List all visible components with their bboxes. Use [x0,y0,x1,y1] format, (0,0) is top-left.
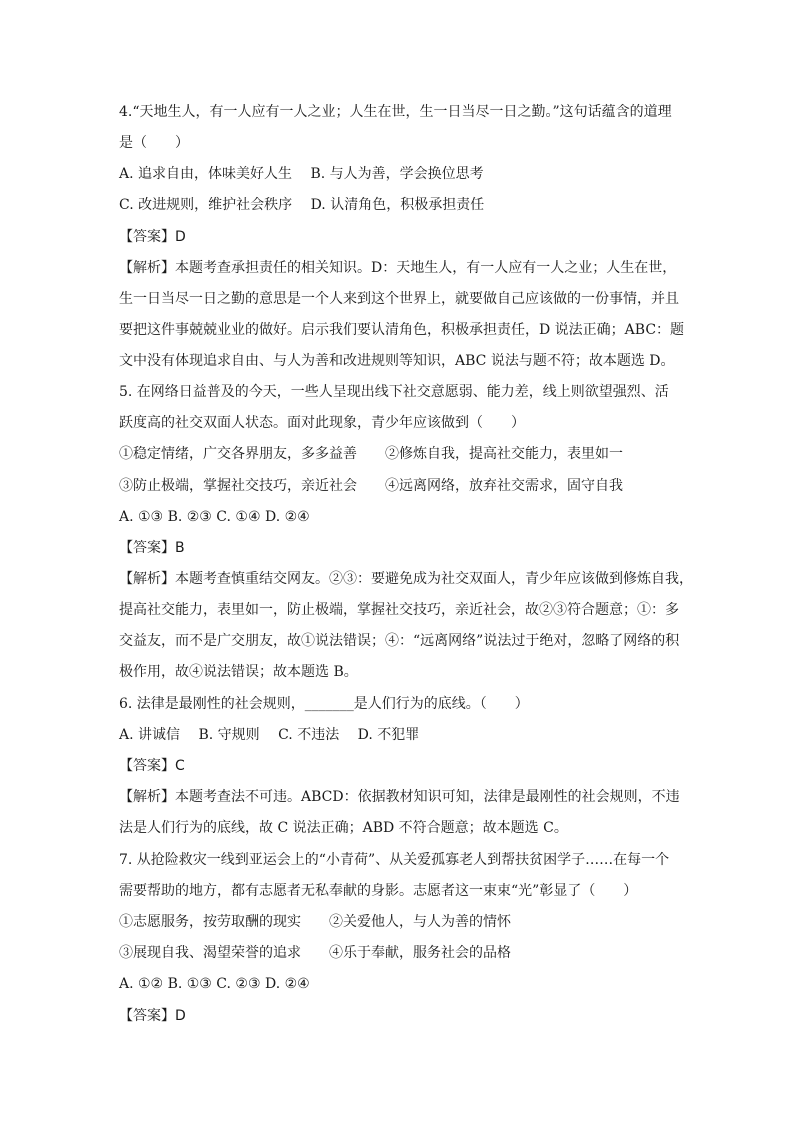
q7-stem-line-2: 需要帮助的地方，都有志愿者无私奉献的身影。志愿者这一束束“光”彰显了（ ） [119,883,638,899]
q5-answer: 【答案】B [119,540,185,556]
q4-options-line-2: C. 改进规则，维护社会秩序 D. 认清角色，积极承担责任 [119,197,485,213]
q7-answer: 【答案】D [119,1008,186,1024]
q5-item-line-1: ①稳定情绪，广交各界朋友，多多益善 ②修炼自我，提高社交能力，表里如一 [119,446,623,462]
q5-analysis-line-2: 提高社交能力，表里如一，防止极端，掌握社交技巧，亲近社会，故②③符合题意；①：多 [119,602,679,618]
q4-options-line-1: A. 追求自由，体味美好人生 B. 与人为善，学会换位思考 [119,166,484,182]
q5-analysis-line-4: 极作用，故④说法错误；故本题选 B。 [119,664,358,680]
q4-stem-line-2: 是（ ） [119,135,189,151]
q4-analysis-line-4: 文中没有体现追求自由、与人为善和改进规则等知识，ABC 说法与题不符；故本题选 D。 [119,353,675,369]
q5-stem-line-1: 5. 在网络日益普及的今天，一些人呈现出线下社交意愿弱、能力差，线上则欲望强烈、活 [119,384,669,400]
q5-item-line-2: ③防止极端，掌握社交技巧，亲近社会 ④远离网络，放弃社交需求，固守自我 [119,478,623,494]
q5-analysis-line-3: 交益友，而不是广交朋友，故①说法错误；④：“远离网络”说法过于绝对，忽略了网络的积 [119,633,680,649]
q4-analysis-line-1: 【解析】本题考查承担责任的相关知识。D：天地生人，有一人应有一人之业；人生在世， [119,260,677,276]
q5-analysis-line-1: 【解析】本题考查慎重结交网友。②③：要避免成为社交双面人，青少年应该做到修炼自我， [119,571,693,587]
q6-analysis-line-1: 【解析】本题考查法不可违。ABCD：依据教材知识可知，法律是最刚性的社会规则，不违 [119,789,680,805]
q7-item-line-1: ①志愿服务，按劳取酬的现实 ②关爱他人，与人为善的情怀 [119,914,511,930]
q4-stem-line-1: 4.“天地生人，有一人应有一人之业；人生在世，生一日当尽一日之勤。”这句话蕴含的道理 [119,104,672,120]
q7-options: A. ①② B. ①③ C. ②③ D. ②④ [119,976,310,992]
q6-answer: 【答案】C [119,758,185,774]
q6-stem: 6. 法律是最刚性的社会规则，_______是人们行为的底线。（ ） [119,696,529,712]
q6-options: A. 讲诚信 B. 守规则 C. 不违法 D. 不犯罪 [119,727,420,743]
q7-item-line-2: ③展现自我、渴望荣誉的追求 ④乐于奉献，服务社会的品格 [119,945,511,961]
q4-analysis-line-3: 要把这件事兢兢业业的做好。启示我们要认清角色，积极承担责任，D 说法正确；ABC：题 [119,322,685,338]
q7-stem-line-1: 7. 从抢险救灾一线到亚运会上的“小青荷”、从关爱孤寡老人到帮扶贫困学子……在每一个 [119,852,670,868]
q5-stem-line-2: 跃度高的社交双面人状态。面对此现象，青少年应该做到（ ） [119,415,525,431]
q5-options: A. ①③ B. ②③ C. ①④ D. ②④ [119,509,310,525]
q4-analysis-line-2: 生一日当尽一日之勤的意思是一个人来到这个世界上，就要做自己应该做的一份事情，并且 [119,291,679,307]
q6-analysis-line-2: 法是人们行为的底线，故 C 说法正确；ABD 不符合题意；故本题选 C。 [119,820,568,836]
q4-answer: 【答案】D [119,229,186,245]
